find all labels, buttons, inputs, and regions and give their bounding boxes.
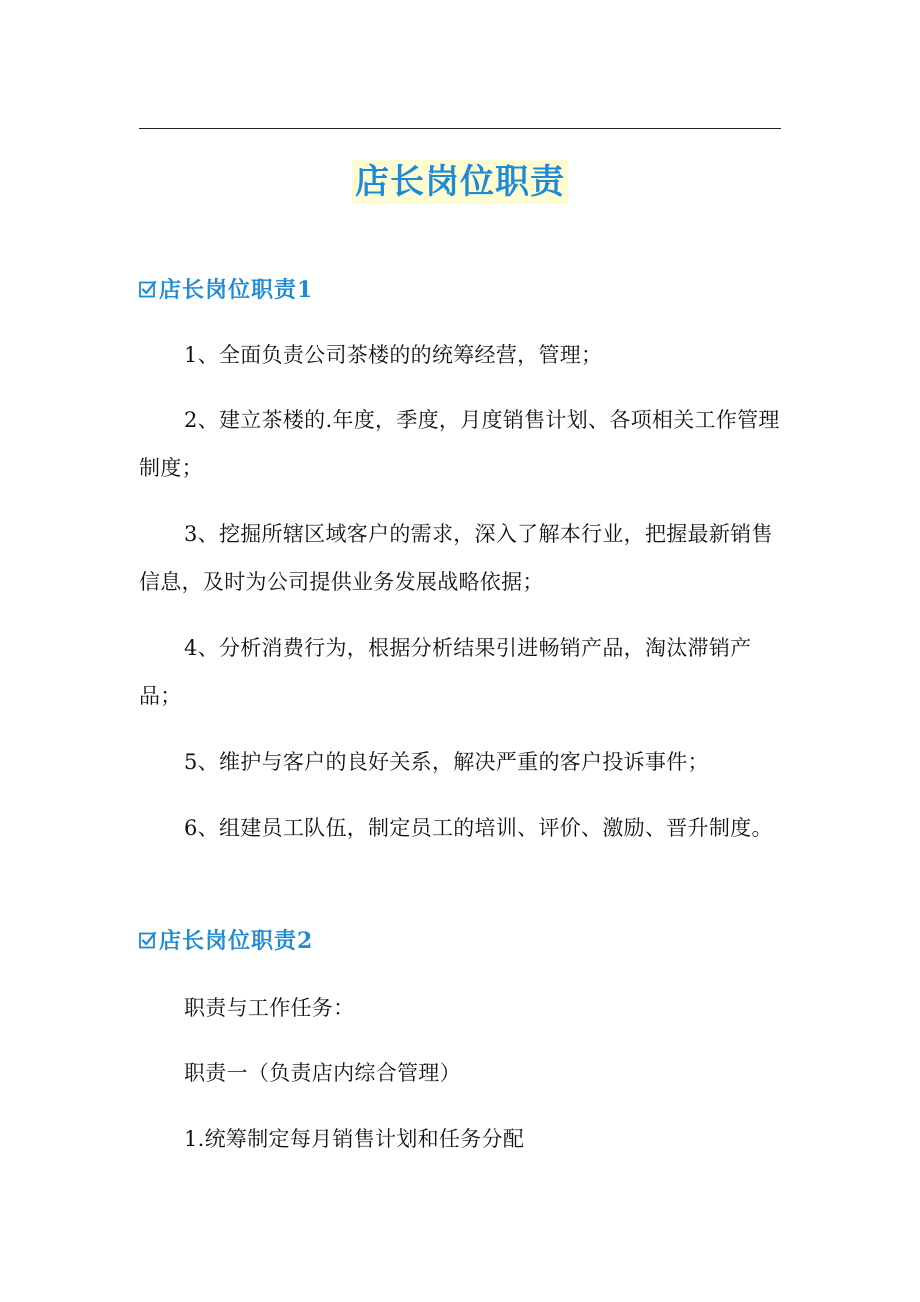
section-2-item-1: 职责与工作任务： [184,996,355,1020]
section-1-item-4: 4、分析消费行为，根据分析结果引进畅销产品，淘汰滞销产品； [139,636,752,708]
title-container [0,160,920,204]
section-heading-1-label: 店长岗位职责1 [159,277,314,303]
section-1-item-2: 2、建立茶楼的.年度，季度，月度销售计划、各项相关工作管理制度； [139,408,780,480]
section-heading-1 [139,276,313,304]
checkbox-checked-icon [139,281,156,298]
section-1-item-6: 6、组建员工队伍，制定员工的培训、评价、激励、晋升制度。 [184,816,773,840]
section-2-item-3: 1.统筹制定每月销售计划和任务分配 [184,1127,525,1151]
document-title: 店长岗位职责 [352,160,568,204]
section-1-item-5: 5、维护与客户的良好关系，解决严重的客户投诉事件； [184,750,709,774]
section-heading-2-label: 店长岗位职责2 [159,928,314,954]
section-heading-2 [139,927,313,955]
section-2-item-2: 职责一（负责店内综合管理） [184,1061,461,1085]
section-1-item-1: 1、全面负责公司茶楼的的统筹经营，管理； [184,343,603,367]
section-1-item-3: 3、挖掘所辖区域客户的需求，深入了解本行业，把握最新销售信息，及时为公司提供业务发展战略依据； [139,522,773,594]
checkbox-checked-icon [139,932,156,949]
top-rule-divider [139,128,781,129]
